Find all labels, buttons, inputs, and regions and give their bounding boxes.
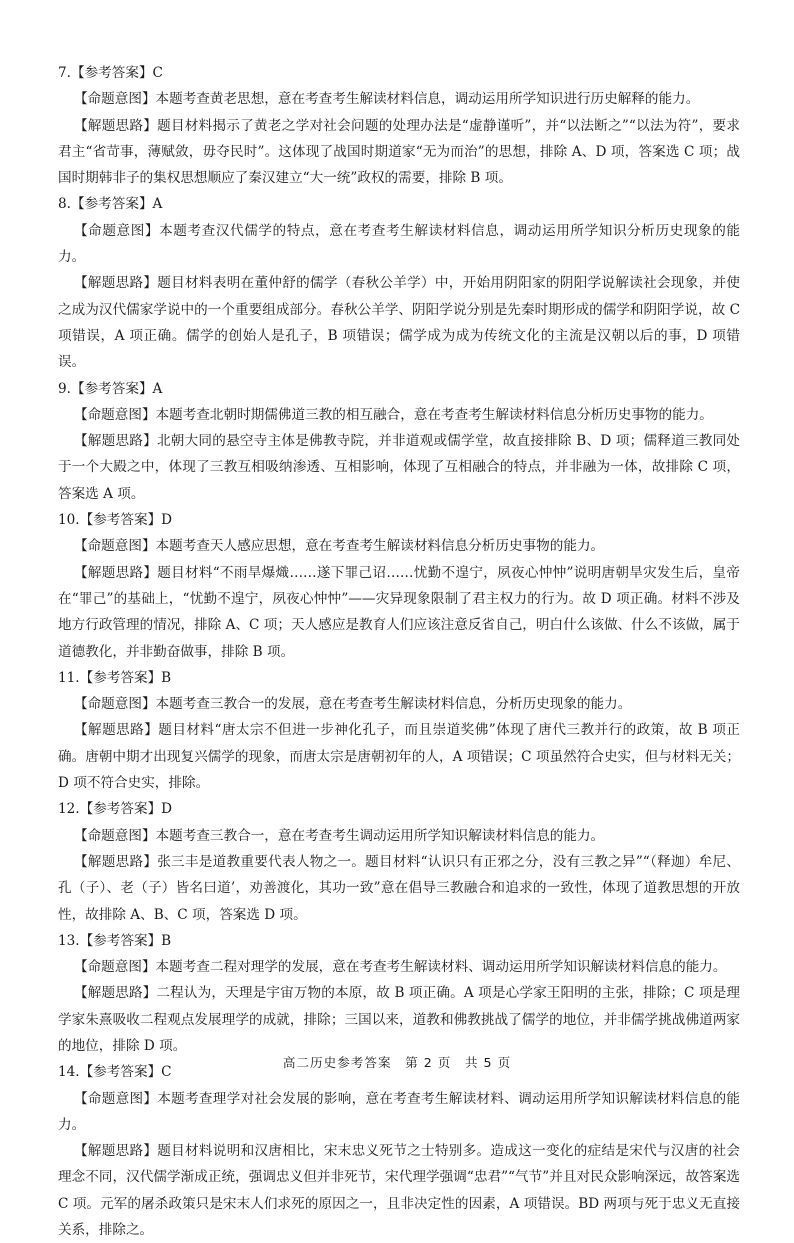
page-footer: 高二历史参考答案 第 2 页 共 5 页 xyxy=(282,1055,512,1070)
solution-paragraph: 【解题思路】张三丰是道教重要代表人物之一。题目材料“认识只有正邪之分，没有三教之异”“（释迦）牟尼、孔（子）、老（子）皆名曰道’，劝善渡化，其功一致”意在倡导三教融合和追求的一致性，体现了道教思想的开放性，故排除 A、B、C 项，答案选 D 项。 xyxy=(58,853,740,923)
answer-line: 11.【参考答案】B xyxy=(58,669,172,686)
solution-paragraph: 【解题思路】二程认为，天理是宇宙万物的本原，故 B 项正确。A 项是心学家王阳明的主张，排除；C 项是理学家朱熹吸收二程观点发展理学的成就，排除；三国以来，道教和佛教挑战了儒学的地位，并非儒学挑战佛道两家的地位，排除 D 项。 xyxy=(58,985,740,1054)
intent-paragraph: 【命题意图】本题考查三教合一的发展，意在考查考生解读材料信息，分析历史现象的能力。 xyxy=(74,696,632,713)
answer-line: 13.【参考答案】B xyxy=(58,932,172,949)
intent-paragraph: 【命题意图】本题考查天人感应思想，意在考查考生解读材料信息分析历史事物的能力。 xyxy=(74,538,605,555)
answer-line: 8.【参考答案】A xyxy=(58,196,163,213)
intent-paragraph: 【命题意图】本题考查三教合一，意在考查考生调动运用所学知识解读材料信息的能力。 xyxy=(74,827,605,844)
answer-line: 12.【参考答案】D xyxy=(58,801,173,818)
intent-paragraph: 【命题意图】本题考查黄老思想，意在考查考生解读材料信息，调动运用所学知识进行历史解释的能力。 xyxy=(74,91,700,108)
question-block xyxy=(58,60,740,191)
intent-paragraph: 【命题意图】本题考查北朝时期儒佛道三教的相互融合，意在考查考生解读材料信息分析历史事物的能力。 xyxy=(74,406,713,423)
question-block xyxy=(58,507,740,665)
solution-paragraph: 【解题思路】题目材料“不雨旱爆熾……遂下罪己诏……忧勤不遑宁，夙夜心忡忡”说明唐朝旱灾发生后，皇帝在“罪己”的基础上，“忧勤不遑宁，夙夜心忡忡”——灾异现象限制了君主权力的行为。故 D 项正确。材料不涉及地方行政管理的情况，排除 A、C 项；天人感应是教育人们应该注意反省自己，明白什么该做、什么不该做，属于道德教化，并非勤奋做事，排除 B 项。 xyxy=(58,564,740,660)
question-block xyxy=(58,376,740,507)
solution-paragraph: 【解题思路】题目材料说明和汉唐相比，宋末忠义死节之士特别多。造成这一变化的症结是宋代与汉唐的社会理念不同，汉代儒学渐成正统，强调忠义但并非死节，宋代理学强调“忠君”“气节”并且对民众影响深远，故答案选 C 项。元军的屠杀政策只是宋末人们求死的原因之一，且非决定性的因素，A 项错误。BD 两项与死于忠义无直接关系，排除之。 xyxy=(58,1143,740,1239)
intent-paragraph: 【命题意图】本题考查理学对社会发展的影响，意在考查考生解读材料、调动运用所学知识解读材料信息的能力。 xyxy=(58,1090,740,1133)
answer-line: 14.【参考答案】C xyxy=(58,1064,172,1081)
answer-line: 9.【参考答案】A xyxy=(58,380,163,397)
answer-line: 7.【参考答案】C xyxy=(58,65,163,81)
solution-paragraph: 【解题思路】北朝大同的悬空寺主体是佛教寺院，并非道观或儒学堂，故直接排除 B、D 项；儒释道三教同处于一个大殿之中，体现了三教互相吸纳渗透、互相影响，体现了互相融合的特点，并非融为一体，故排除 C 项，答案选 A 项。 xyxy=(58,433,740,502)
intent-paragraph: 【命题意图】本题考查二程对理学的发展，意在考查考生解读材料、调动运用所学知识解读材料信息的能力。 xyxy=(74,959,727,976)
answer-line: 10.【参考答案】D xyxy=(58,512,173,529)
question-block xyxy=(58,665,740,796)
solution-paragraph: 【解题思路】题目材料表明在董仲舒的儒学（春秋公羊学）中，开始用阴阳家的阴阳学说解读社会现象，并使之成为汉代儒家学说中的一个重要组成部分。春秋公羊学、阴阳学说分别是先秦时期形成的儒学和阴阳学说，故 C 项错误，A 项正确。儒学的创始人是孔子，B 项错误；儒学成为成为传统文化的主流是汉朝以后的事，D 项错误。 xyxy=(58,275,740,371)
solution-paragraph: 【解题思路】题目材料揭示了黄老之学对社会问题的处理办法是“虚静谨听”，并“以法断之”“以法为符”，要求君主“省苛事，薄赋敛，毋夺民时”。这体现了战国时期道家“无为而治”的思想，排除 A、D 项，答案选 C 项；战国时期韩非子的集权思想顺应了秦汉建立“大一统”政权的需要，排除 B 项。 xyxy=(58,117,740,187)
intent-paragraph: 【命题意图】本题考查汉代儒学的特点，意在考查考生解读材料信息，调动运用所学知识分析历史现象的能力。 xyxy=(58,222,740,266)
question-block xyxy=(58,1059,740,1243)
solution-paragraph: 【解题思路】题目材料“唐太宗不但进一步神化孔子，而且崇道奖佛”体现了唐代三教并行的政策，故 B 项正确。唐朝中期才出现复兴儒学的现象，而唐太宗是唐朝初年的人，A 项错误；C 项虽然符合史实，但与材料无关；D 项不符合史实，排除。 xyxy=(58,722,740,792)
question-block xyxy=(58,928,740,1059)
question-block xyxy=(58,796,740,927)
question-block xyxy=(58,191,740,375)
